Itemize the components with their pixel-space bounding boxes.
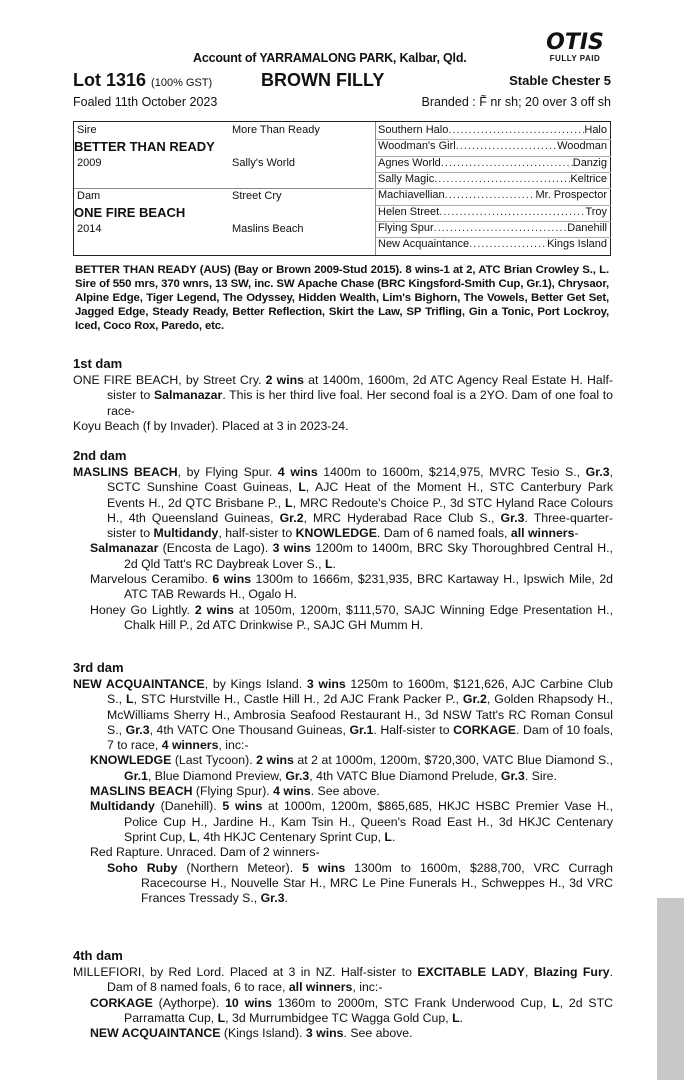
dam-year: 2014 xyxy=(77,223,102,235)
first-dam-foal: Koyu Beach (f by Invader). Placed at 3 in 2023-24. xyxy=(73,418,349,433)
second-dam-foal-marvelous: Marvelous Ceramibo. 6 wins 1300m to 1666m, $231,935, BRC Kartaway H., Ipswich Mile, 2d ATC TAB Rewards H., Ogalo H. xyxy=(90,572,613,602)
fully-paid-label: FULLY PAID xyxy=(549,54,601,63)
grandparent-row: Machiavellian ..... Mr. Prospector xyxy=(378,189,607,205)
second-dam-section xyxy=(73,448,613,633)
pedigree-grandparents xyxy=(375,122,611,255)
sire-label: Sire xyxy=(77,124,97,136)
fourth-dam-text: MILLEFIORI, by Red Lord. Placed at 3 in NZ. Half-sister to EXCITABLE LADY, Blazing Fury. Dam of 8 named foals, 6 to race, all winners, inc:- xyxy=(73,965,613,995)
second-dam-text: MASLINS BEACH, by Flying Spur. 4 wins 1400m to 1600m, $214,975, MVRC Tesio S., Gr.3, SCTC Sunshine Coast Guineas, L, AJC Heat of the Moment H., STC Canterbury Park Events H., 2d QTC Brisbane P., L, MRC Redoute's Choice P., 3d STC Hyland Race Colours H., 4th Queensland Guineas, Gr.2, MRC Hyderabad Race Club S., Gr.3. Three-quarter-sister to Multidandy, half-sister to KNOWLEDGE. Dam of 6 named foals, all winners- xyxy=(73,465,614,541)
first-dam-text: ONE FIRE BEACH, by Street Cry. 2 wins at 1400m, 1600m, 2d ATC Agency Real Estate H. Half-sister to Salmanazar. This is her third live foal. Her second foal is a 2YO. Dam of one foal to race- xyxy=(73,373,613,418)
grandparent-row: Sally Magic ..... Keltrice xyxy=(378,173,607,189)
foaled-date: Foaled 11th October 2023 xyxy=(73,95,218,109)
pedigree-parents xyxy=(74,122,374,255)
sire-name: BETTER THAN READY xyxy=(74,139,215,154)
horse-sex: BROWN FILLY xyxy=(261,70,385,90)
sire-summary: BETTER THAN READY (AUS) (Bay or Brown 2009-Stud 2015). 8 wins-1 at 2, ATC Brian Crowley S., L. Sire of 550 mrs, 370 wnrs, 13 SW, inc. SW Apache Chase (BRC Kingsford-Smith Cup, Gr.1), Chrysaor, Alpine Edge, Tiger Legend, The Odyssey, Hidden Wealth, Lim's Bighorn, The Vowels, Better Get Set, Jagged Edge, Steady Ready, Better Reflection, Skirt the Law, SP Trifling, Gin a Tonic, Port Lockroy, Iced, Coco Rox, Paredo, etc. xyxy=(75,264,609,332)
third-dam-section xyxy=(73,660,613,906)
dam-name: ONE FIRE BEACH xyxy=(74,205,186,220)
grandparent-row: Helen Street ..... Troy xyxy=(378,206,607,222)
otis-logo xyxy=(535,32,615,63)
dam-sire: Street Cry xyxy=(232,190,282,202)
dam-label: Dam xyxy=(77,190,101,202)
grandparent-row: Southern Halo ..... Halo xyxy=(378,124,607,140)
third-dam-foal-maslins: MASLINS BEACH (Flying Spur). 4 wins. See above. xyxy=(90,784,380,799)
third-dam-grandfoal-soho: Soho Ruby (Northern Meteor). 5 wins 1300m to 1600m, $288,700, VRC Curragh Racecourse H., Nouvelle Star H., MRC Le Pine Funerals H., Schweppes H., 3d VRC Frances Tressady S., Gr.3. xyxy=(107,860,613,906)
sire-year: 2009 xyxy=(77,157,102,169)
second-dam-heading: 2nd dam xyxy=(73,448,127,463)
grandparent-row: Woodman's Girl ..... Woodman xyxy=(378,140,607,156)
grandparent-row: Flying Spur ..... Danehill xyxy=(378,222,607,238)
third-dam-text: NEW ACQUAINTANCE, by Kings Island. 3 wins 1250m to 1600m, $121,626, AJC Carbine Club S., L, STC Hurstville H., Castle Hill H., 2d AJC Frank Packer P., Gr.2, Golden Rhapsody H., McWilliams Sherry H., Ambrosia Seafood Restaurant H., 3d NSW Tatt's RC Roman Consul S., Gr.3, 4th VATC One Thousand Guineas, Gr.1. Half-sister to CORKAGE. Dam of 10 foals, 7 to race, 4 winners, inc:- xyxy=(73,677,614,753)
first-dam-section xyxy=(73,356,613,434)
lot-label: Lot 1316 xyxy=(73,70,147,90)
third-dam-heading: 3rd dam xyxy=(73,660,124,675)
sire-dam: Sally's World xyxy=(232,157,296,169)
fourth-dam-foal-new-acquaintance: NEW ACQUAINTANCE (Kings Island). 3 wins. See above. xyxy=(90,1026,413,1041)
third-dam-foal-red-rapture: Red Rapture. Unraced. Dam of 2 winners- xyxy=(90,845,320,860)
fourth-dam-heading: 4th dam xyxy=(73,948,123,963)
gst-label: (100% GST) xyxy=(151,77,213,89)
third-dam-foal-multidandy: Multidandy (Danehill). 5 wins at 1000m, 1200m, $865,685, HKJC HSBC Premier Vase H., Police Cup H., Jardine H., Kam Tsin H., Queen's Road East H., 3d HKJC Centenary Sprint Cup, L, 4th HKJC Centenary Sprint Cup, L. xyxy=(90,799,614,844)
second-dam-foal-honey: Honey Go Lightly. 2 wins at 1050m, 1200m, $111,570, SAJC Winning Edge Presentation H., Chalk Hill P., 2d ATC Drinkwise P., SAJC GH Mumm H. xyxy=(90,602,613,632)
sire-sire: More Than Ready xyxy=(232,124,320,136)
stable-location: Stable Chester 5 xyxy=(509,73,611,88)
brand-info: Branded : F̃ nr sh; 20 over 3 off sh xyxy=(421,95,611,109)
lot-line xyxy=(73,70,611,92)
fourth-dam-section xyxy=(73,948,613,1041)
pedigree-table xyxy=(73,121,611,256)
page-edge-tab xyxy=(657,898,684,1080)
pedigree-divider xyxy=(74,188,374,189)
dam-dam: Maslins Beach xyxy=(232,223,304,235)
grandparent-row: Agnes World ..... Danzig xyxy=(378,157,607,173)
first-dam-heading: 1st dam xyxy=(73,356,123,371)
third-dam-foal-knowledge: KNOWLEDGE (Last Tycoon). 2 wins at 2 at 1000m, 1200m, $720,300, VATC Blue Diamond S., Gr.1, Blue Diamond Preview, Gr.3, 4th VATC Blue Diamond Prelude, Gr.3. Sire. xyxy=(90,753,613,783)
fourth-dam-foal-corkage: CORKAGE (Aythorpe). 10 wins 1360m to 2000m, STC Frank Underwood Cup, L, 2d STC Parramatta Cup, L, 3d Murrumbidgee TC Wagga Gold Cup, L. xyxy=(90,995,613,1025)
vendor-account: Account of YARRAMALONG PARK, Kalbar, Qld. xyxy=(193,51,467,65)
otis-logo-text: OTIS xyxy=(546,30,604,55)
grandparent-row: New Acquaintance ..... Kings Island xyxy=(378,238,607,254)
lot-number xyxy=(73,70,212,91)
second-dam-foal-salmanazar: Salmanazar (Encosta de Lago). 3 wins 1200m to 1400m, BRC Sky Thoroughbred Central H., 2d Qld Tatt's RC Daybreak Lover S., L. xyxy=(90,541,613,571)
